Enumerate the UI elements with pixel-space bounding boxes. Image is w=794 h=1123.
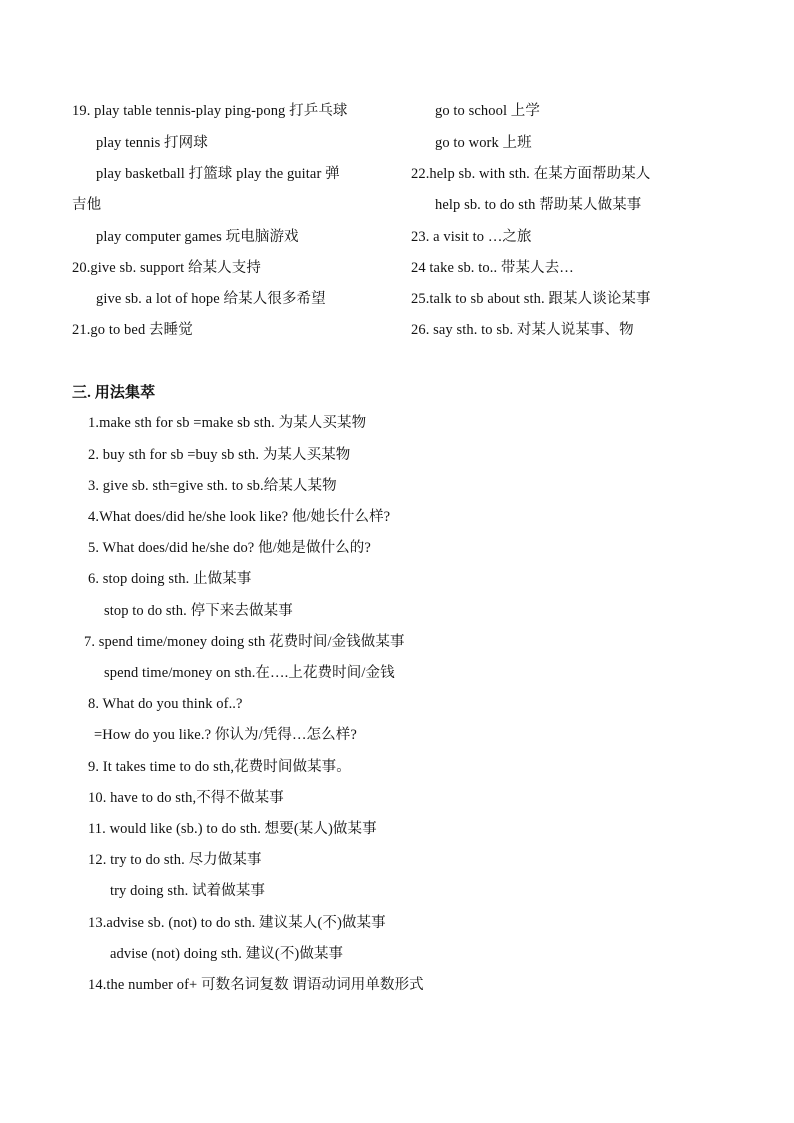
phrase-22: 22.help sb. with sth. 在某方面帮助某人 <box>411 166 651 182</box>
usage-item-7: 7. spend time/money doing sth 花费时间/金钱做某事 <box>84 634 405 650</box>
usage-item-14: 14.the number of+ 可数名词复数 谓语动词用单数形式 <box>88 977 424 993</box>
usage-item-13: 13.advise sb. (not) to do sth. 建议某人(不)做某事 <box>88 915 386 931</box>
phrase-21-work: go to work 上班 <box>435 135 532 151</box>
phrase-23: 23. a visit to …之旅 <box>411 229 532 245</box>
usage-item-12b: try doing sth. 试着做某事 <box>110 883 266 899</box>
usage-item-2: 2. buy sth for sb =buy sb sth. 为某人买某物 <box>88 447 351 463</box>
usage-item-4: 4.What does/did he/she look like? 他/她长什么样? <box>88 509 391 525</box>
usage-item-8: 8. What do you think of..? <box>88 696 243 712</box>
phrase-25: 25.talk to sb about sth. 跟某人谈论某事 <box>411 291 651 307</box>
usage-item-7b: spend time/money on sth.在….上花费时间/金钱 <box>104 665 395 681</box>
usage-item-3: 3. give sb. sth=give sth. to sb.给某人某物 <box>88 478 337 494</box>
phrase-22-help-to: help sb. to do sth 帮助某人做某事 <box>435 197 642 213</box>
phrase-21: 21.go to bed 去睡觉 <box>72 322 193 338</box>
usage-item-13b: advise (not) doing sth. 建议(不)做某事 <box>110 946 344 962</box>
usage-item-9: 9. It takes time to do sth,花费时间做某事。 <box>88 759 351 775</box>
section-heading: 三. 用法集萃 <box>72 385 156 401</box>
phrase-19-guitar-wrap: 吉他 <box>72 197 102 213</box>
phrase-19-computer-games: play computer games 玩电脑游戏 <box>96 229 299 245</box>
phrase-19-basketball: play basketball 打篮球 play the guitar 弹 <box>96 166 340 182</box>
usage-item-1: 1.make sth for sb =make sb sth. 为某人买某物 <box>88 415 367 431</box>
phrase-26: 26. say sth. to sb. 对某人说某事、物 <box>411 322 634 338</box>
usage-item-6b: stop to do sth. 停下来去做某事 <box>104 603 293 619</box>
phrase-24: 24 take sb. to.. 带某人去… <box>411 260 574 276</box>
usage-item-8b: =How do you like.? 你认为/凭得…怎么样? <box>94 727 357 743</box>
usage-item-5: 5. What does/did he/she do? 他/她是做什么的? <box>88 540 371 556</box>
phrase-19-tennis: play tennis 打网球 <box>96 135 208 151</box>
phrase-20-hope: give sb. a lot of hope 给某人很多希望 <box>96 291 326 307</box>
phrase-21-school: go to school 上学 <box>435 103 541 119</box>
phrase-20: 20.give sb. support 给某人支持 <box>72 260 261 276</box>
usage-item-10: 10. have to do sth,不得不做某事 <box>88 790 284 806</box>
usage-item-6: 6. stop doing sth. 止做某事 <box>88 571 252 587</box>
usage-item-12: 12. try to do sth. 尽力做某事 <box>88 852 262 868</box>
phrase-19: 19. play table tennis-play ping-pong 打乒乓球 <box>72 103 348 119</box>
usage-item-11: 11. would like (sb.) to do sth. 想要(某人)做某事 <box>88 821 377 837</box>
